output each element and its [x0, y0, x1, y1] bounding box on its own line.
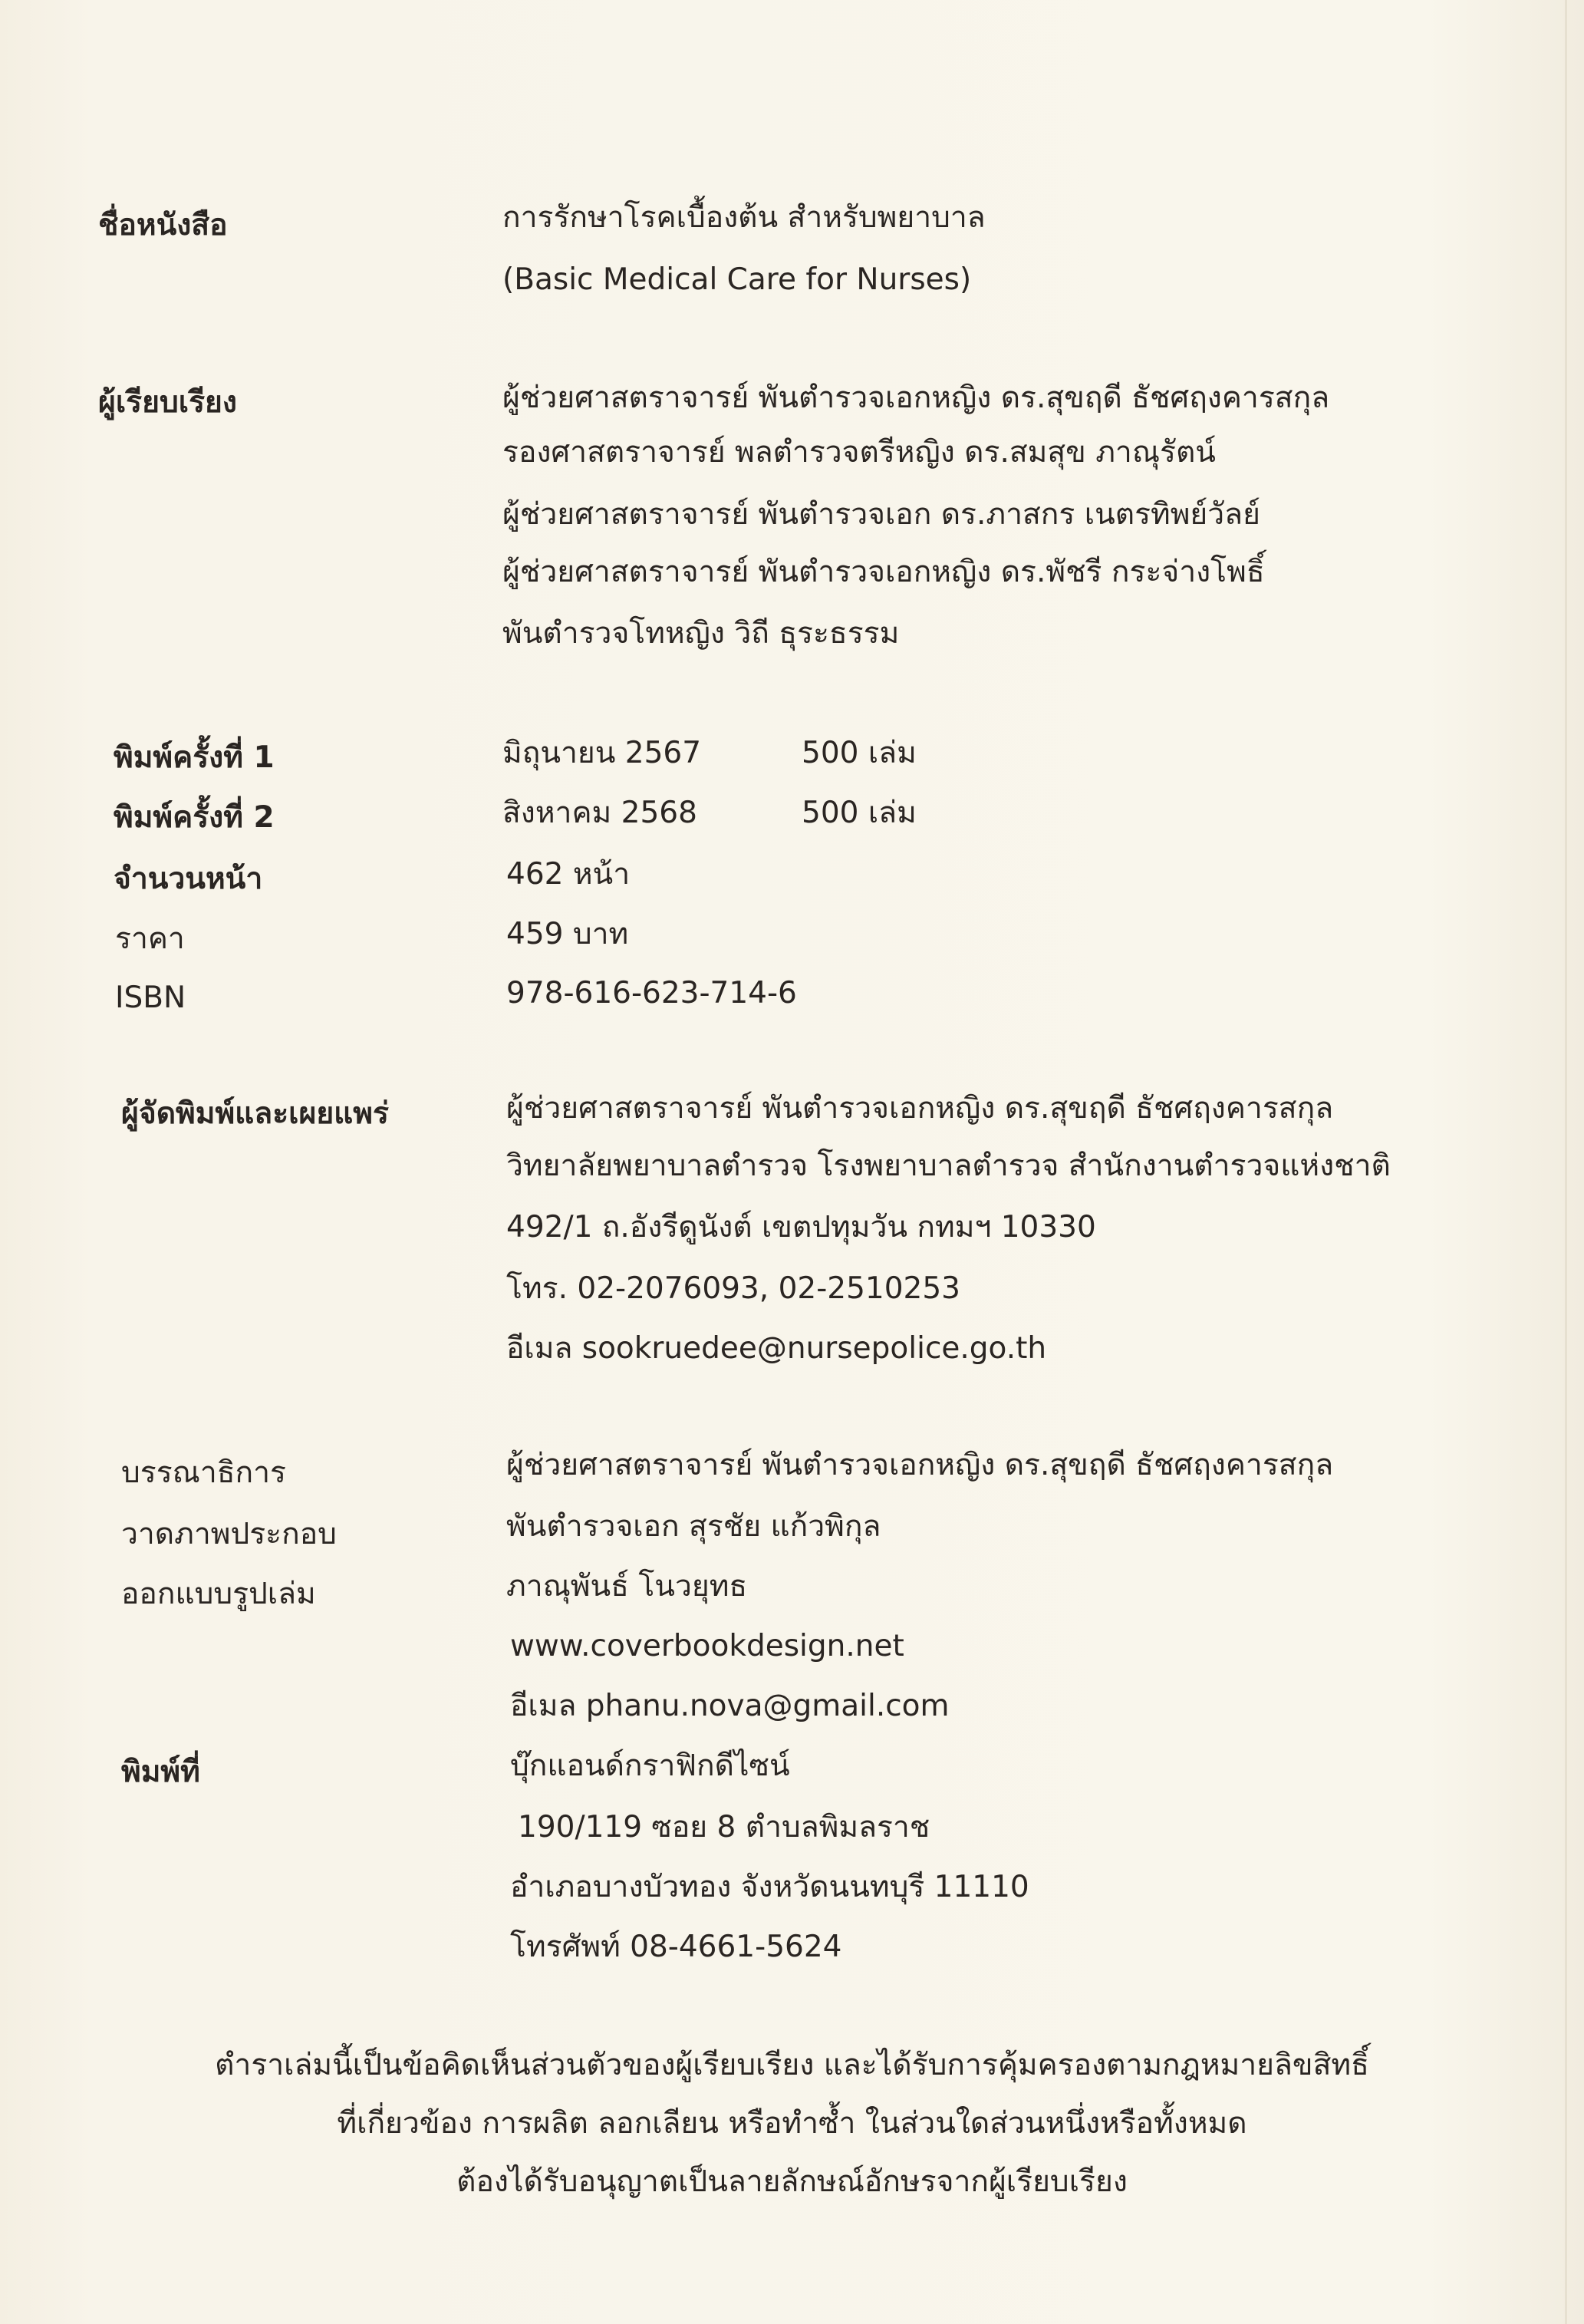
printing-1-copies: 500 เล่ม [802, 736, 917, 770]
page-count-value: 462 หน้า [506, 857, 631, 892]
compilers-label: ผู้เรียบเรียง [98, 385, 237, 420]
designer-website: www.coverbookdesign.net [510, 1629, 904, 1663]
publisher-phone: โทร. 02-2076093, 02-2510253 [506, 1271, 960, 1306]
editor-name: ผู้ช่วยศาสตราจารย์ พันตำรวจเอกหญิง ดร.สุขฤดี ธัชศฤงคารสกุล [506, 1448, 1334, 1482]
printer-address: 190/119 ซอย 8 ตำบลพิมลราช [518, 1810, 930, 1844]
illustrator-label: วาดภาพประกอบ [121, 1517, 337, 1551]
book-design-label: ออกแบบรูปเล่ม [121, 1577, 316, 1611]
copyright-notice-line: ต้องได้รับอนุญาตเป็นลายลักษณ์อักษรจากผู้เรียบเรียง [456, 2164, 1128, 2199]
price-value: 459 บาท [506, 917, 629, 951]
illustrator-name: พันตำรวจเอก สุรชัย แก้วพิกุล [506, 1509, 881, 1544]
printing-1-label: พิมพ์ครั้งที่ 1 [114, 740, 275, 775]
editor-label: บรรณาธิการ [121, 1455, 286, 1490]
isbn-label: ISBN [115, 981, 186, 1015]
printing-2-copies: 500 เล่ม [802, 796, 917, 830]
book-title-thai: การรักษาโรคเบื้องต้น สำหรับพยาบาล [502, 200, 986, 235]
compiler-line: ผู้ช่วยศาสตราจารย์ พันตำรวจเอก ดร.ภาสกร เนตรทิพย์วัลย์ [502, 497, 1260, 532]
printer-phone: โทรศัพท์ 08-4661-5624 [510, 1930, 842, 1964]
publisher-line: ผู้ช่วยศาสตราจารย์ พันตำรวจเอกหญิง ดร.สุขฤดี ธัชศฤงคารสกุล [506, 1091, 1334, 1126]
publisher-label: ผู้จัดพิมพ์และเผยแพร่ [121, 1096, 389, 1131]
book-title-english: (Basic Medical Care for Nurses) [502, 262, 972, 297]
compiler-line: ผู้ช่วยศาสตราจารย์ พันตำรวจเอกหญิง ดร.สุขฤดี ธัชศฤงคารสกุล [502, 381, 1330, 415]
publisher-line: 492/1 ถ.อังรีดูนังต์ เขตปทุมวัน กทมฯ 10330 [506, 1210, 1096, 1244]
copyright-notice-line: ตำราเล่มนี้เป็นข้อคิดเห็นส่วนตัวของผู้เรียบเรียง และได้รับการคุ้มครองตามกฎหมายลิขสิทธิ์ [215, 2048, 1369, 2082]
price-label: ราคา [115, 921, 185, 956]
printer-address: อำเภอบางบัวทอง จังหวัดนนทบุรี 11110 [510, 1870, 1029, 1904]
compiler-line: ผู้ช่วยศาสตราจารย์ พันตำรวจเอกหญิง ดร.พัชรี กระจ่างโพธิ์ [502, 555, 1265, 589]
designer-email: อีเมล phanu.nova@gmail.com [510, 1689, 950, 1723]
page-count-label: จำนวนหน้า [114, 862, 263, 896]
designer-name: ภาณุพันธ์ โนวยุทธ [506, 1569, 748, 1604]
compiler-line: รองศาสตราจารย์ พลตำรวจตรีหญิง ดร.สมสุข ภาณุรัตน์ [502, 435, 1216, 470]
printing-2-date: สิงหาคม 2568 [502, 796, 697, 830]
printer-name: บุ๊กแอนด์กราฟิกดีไซน์ [510, 1749, 790, 1783]
publisher-email: อีเมล sookruedee@nursepolice.go.th [506, 1331, 1047, 1366]
compiler-line: พันตำรวจโทหญิง วิถี ธุระธรรม [502, 616, 900, 651]
book-title-label: ชื่อหนังสือ [98, 208, 228, 242]
printing-2-label: พิมพ์ครั้งที่ 2 [114, 800, 275, 835]
publisher-line: วิทยาลัยพยาบาลตำรวจ โรงพยาบาลตำรวจ สำนักงานตำรวจแห่งชาติ [506, 1149, 1391, 1183]
printing-1-date: มิถุนายน 2567 [502, 736, 702, 770]
copyright-notice-line: ที่เกี่ยวข้อง การผลิต ลอกเลียน หรือทำซ้ำ ในส่วนใดส่วนหนึ่งหรือทั้งหมด [337, 2106, 1247, 2141]
page-edge [1565, 0, 1567, 2324]
printer-label: พิมพ์ที่ [121, 1755, 200, 1789]
isbn-value: 978-616-623-714-6 [506, 976, 797, 1010]
